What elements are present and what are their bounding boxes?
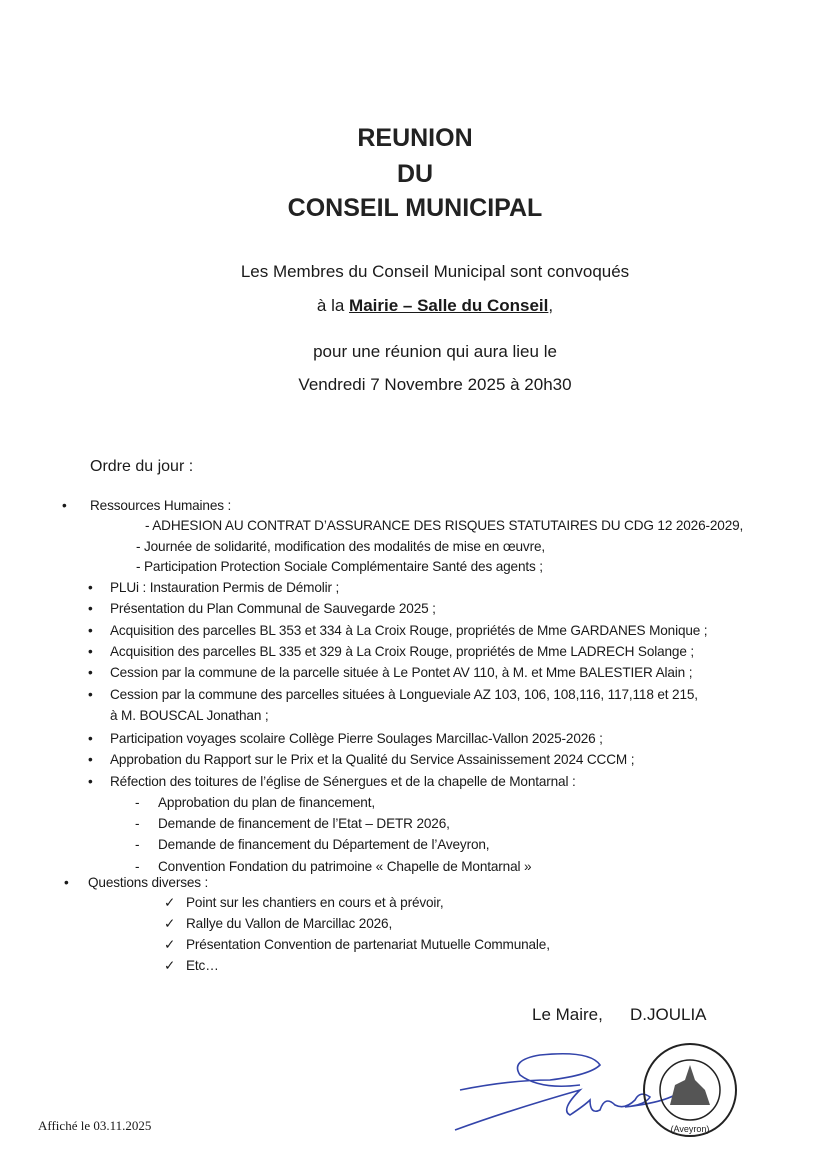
bullet-icon: • [88, 687, 93, 702]
bullet-icon: • [88, 731, 93, 746]
agenda-item: Approbation du Rapport sur le Prix et la Qualité du Service Assainissement 2024 CCCM ; [110, 752, 635, 767]
mayor-role: Le Maire, [532, 1005, 603, 1024]
intro-line-2: à la Mairie – Salle du Conseil, [316, 296, 554, 315]
agenda-item: Cession par la commune des parcelles situées à Longueviale AZ 103, 106, 108,116, 117,118 et 215, [110, 687, 698, 702]
checkmark-icon: ✓ [164, 916, 176, 931]
agenda-item: Questions diverses : [88, 875, 209, 890]
meeting-place: Mairie – Salle du Conseil [349, 296, 549, 315]
agenda-item: Réfection des toitures de l’église de Sénergues et de la chapelle de Montarnal : [110, 774, 576, 789]
signature-and-stamp [450, 1035, 750, 1140]
dash-marker: - [135, 816, 140, 831]
agenda-subitem: Présentation Convention de partenariat Mutuelle Communale, [186, 937, 550, 952]
bullet-icon: • [88, 665, 93, 680]
dash-marker: - [135, 837, 140, 852]
bullet-icon: • [88, 580, 93, 595]
agenda-subitem: Convention Fondation du patrimoine « Chapelle de Montarnal » [158, 859, 532, 874]
agenda-subitem: - Journée de solidarité, modification des modalités de mise en œuvre, [136, 539, 545, 554]
svg-text:(Aveyron): (Aveyron) [670, 1124, 710, 1134]
agenda-subitem: Etc… [186, 958, 219, 973]
title-line-2: DU [396, 160, 434, 188]
agenda-subitem: - Participation Protection Sociale Complémentaire Santé des agents ; [136, 559, 543, 574]
mairie-stamp [644, 1044, 736, 1136]
agenda-item: Présentation du Plan Communal de Sauvegarde 2025 ; [110, 601, 436, 616]
bullet-icon: • [88, 623, 93, 638]
posted-date: Affiché le 03.11.2025 [38, 1118, 152, 1133]
handwritten-signature [455, 1054, 675, 1130]
bullet-icon: • [64, 875, 69, 890]
bullet-icon: • [88, 601, 93, 616]
bullet-icon: • [88, 774, 93, 789]
agenda-heading: Ordre du jour : [90, 458, 194, 475]
title-line-3: CONSEIL MUNICIPAL [287, 194, 543, 222]
agenda-item: PLUi : Instauration Permis de Démolir ; [110, 580, 340, 595]
mayor-name: D.JOULIA [630, 1005, 707, 1024]
agenda-item: Acquisition des parcelles BL 335 et 329 à La Croix Rouge, propriétés de Mme LADRECH Solange ; [110, 644, 694, 659]
intro-line-1: Les Membres du Conseil Municipal sont convoqués [240, 262, 630, 281]
agenda-subitem: - ADHESION AU CONTRAT D’ASSURANCE DES RISQUES STATUTAIRES DU CDG 12 2026-2029, [145, 518, 744, 533]
agenda-subitem: Demande de financement de l’Etat – DETR 2026, [158, 816, 450, 831]
bullet-icon: • [62, 498, 67, 513]
agenda-subitem: Approbation du plan de financement, [158, 795, 375, 810]
meeting-date: Vendredi 7 Novembre 2025 à 20h30 [298, 375, 572, 394]
bullet-icon: • [88, 752, 93, 767]
agenda-subitem: Point sur les chantiers en cours et à prévoir, [186, 895, 444, 910]
agenda-item: Acquisition des parcelles BL 353 et 334 à La Croix Rouge, propriétés de Mme GARDANES Monique ; [110, 623, 708, 638]
bullet-icon: • [88, 644, 93, 659]
dash-marker: - [135, 795, 140, 810]
checkmark-icon: ✓ [164, 958, 176, 973]
agenda-subitem: Demande de financement du Département de l’Aveyron, [158, 837, 490, 852]
intro-line-3: pour une réunion qui aura lieu le [313, 342, 557, 361]
title-line-1: REUNION [357, 124, 473, 152]
agenda-item: Cession par la commune de la parcelle située à Le Pontet AV 110, à M. et Mme BALESTIER Alain ; [110, 665, 693, 680]
agenda-item: à M. BOUSCAL Jonathan ; [110, 708, 269, 723]
agenda-subitem: Rallye du Vallon de Marcillac 2026, [186, 916, 393, 931]
agenda-item: Participation voyages scolaire Collège Pierre Soulages Marcillac-Vallon 2025-2026 ; [110, 731, 603, 746]
dash-marker: - [135, 859, 140, 874]
agenda-item: Ressources Humaines : [90, 498, 232, 513]
checkmark-icon: ✓ [164, 895, 176, 910]
checkmark-icon: ✓ [164, 937, 176, 952]
